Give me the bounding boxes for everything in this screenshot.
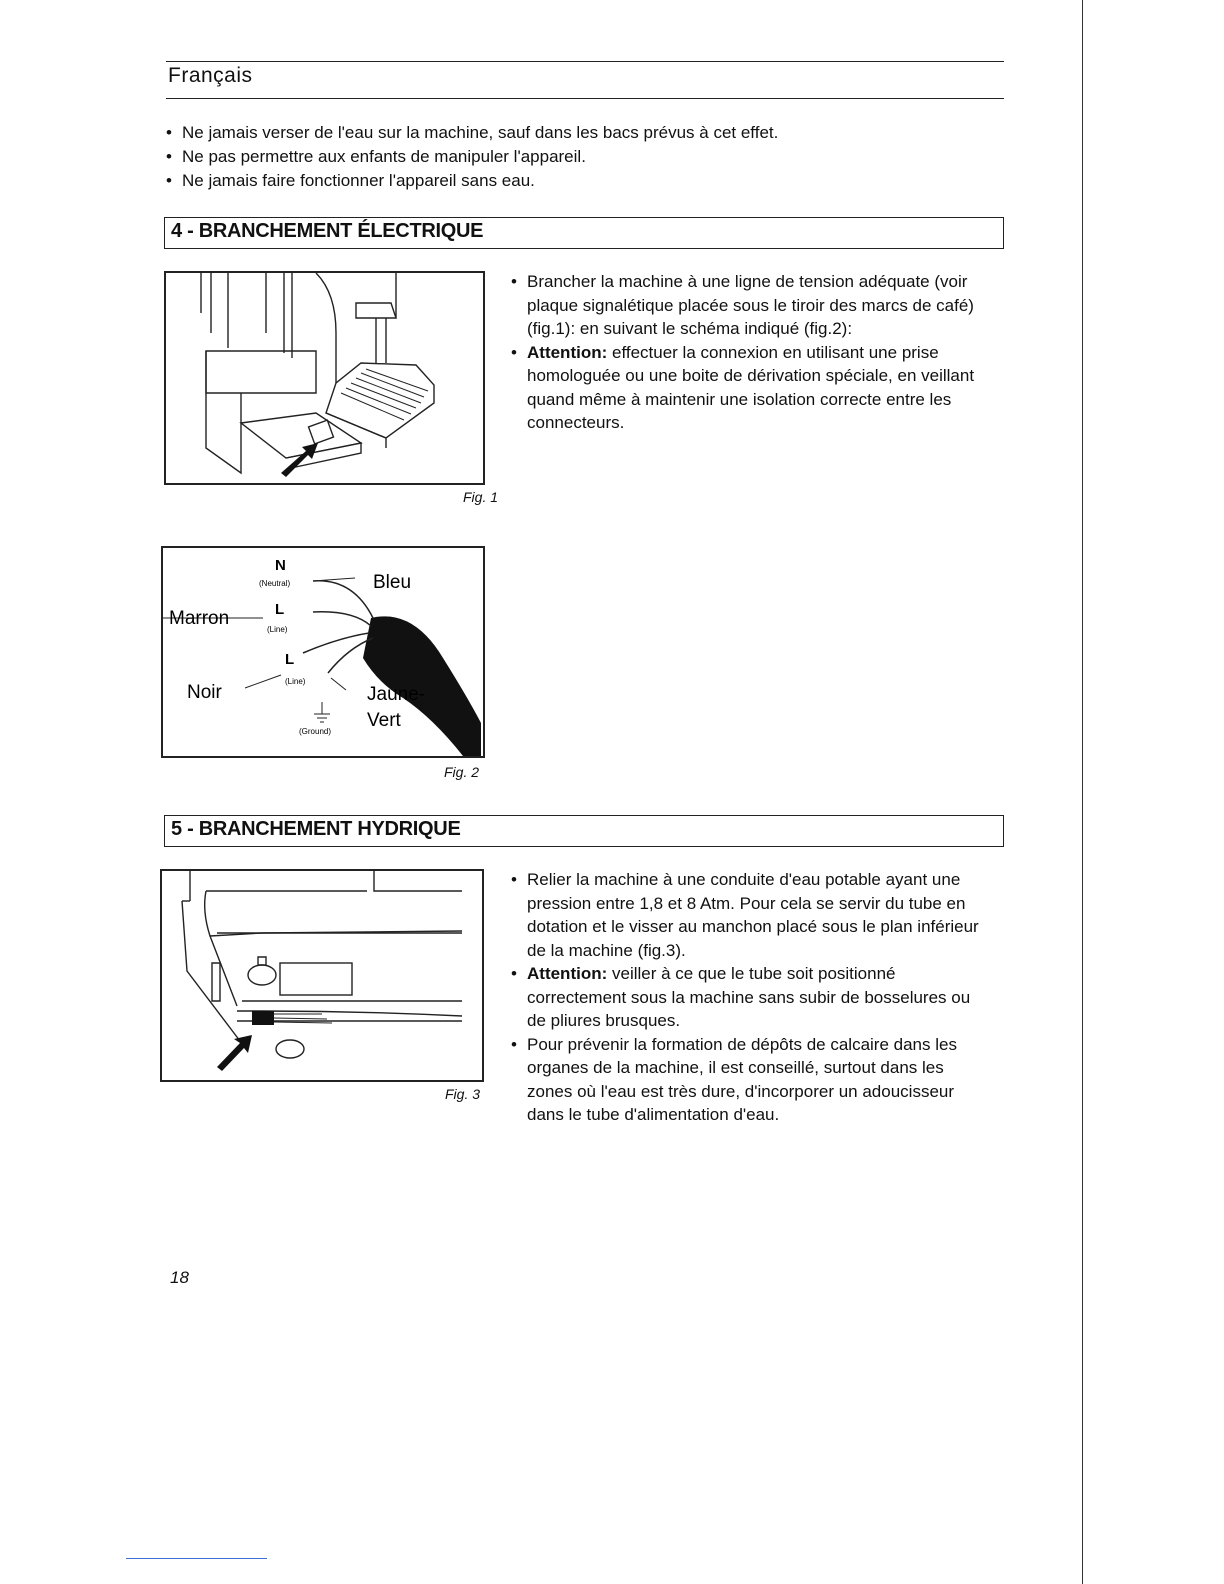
intro-bullet: • Ne jamais faire fonctionner l'appareil sans eau.: [166, 169, 996, 193]
section5-bullet: [511, 1033, 991, 1127]
fig2-l2-label: L: [285, 651, 295, 668]
fig2-vert-label: Vert: [367, 710, 401, 731]
bottom-left-mark: [126, 1558, 267, 1559]
page-number: 18: [170, 1268, 189, 1287]
fig2-marron-label: Marron: [169, 608, 230, 629]
fig2-noir-label: Noir: [187, 682, 222, 703]
bullet-text: Pour prévenir la formation de dépôts de calcaire dans les organes de la machine, il est conseillé, surtout dans les zones où l'eau est très dure, d'incorporer un adoucisseur dans le tube d'alimentation d'eau.: [527, 1034, 957, 1124]
section4-title: 4 - BRANCHEMENT ÉLECTRIQUE: [171, 220, 484, 242]
fig2-wiring-drawing: [163, 548, 483, 756]
section4-bullet-list: [511, 270, 986, 435]
intro-bullet-list: [166, 121, 996, 193]
bullet-text: veiller à ce que le tube soit positionné correctement sous la machine sans subir de bosselures ou de pliures brusques.: [527, 964, 971, 1030]
fig1-machine-drawing: [166, 273, 483, 483]
bullet-text: effectuer la connexion en utilisant une prise homologuée ou une boite de dérivation spéciale, en veillant quand même à maintenir une isolation correcte entre les connecteurs.: [527, 342, 975, 432]
fig3-illustration: [160, 869, 484, 1082]
fig2-neutral-label: (Neutral): [259, 579, 291, 588]
fig3-caption: Fig. 3: [445, 1086, 481, 1102]
section5-bullet: [511, 868, 991, 962]
fig2-caption: Fig. 2: [444, 764, 480, 780]
section5-bullet: [511, 962, 991, 1033]
language-label: Français: [168, 64, 253, 87]
section5-title: 5 - BRANCHEMENT HYDRIQUE: [171, 818, 461, 840]
fig3-machine-drawing: [162, 871, 482, 1080]
fig1-illustration: [164, 271, 485, 485]
bullet-strong: Attention:: [527, 964, 608, 983]
fig2-ground-label: (Ground): [299, 727, 332, 736]
bullet-text: Relier la machine à une conduite d'eau potable ayant une pression entre 1,8 et 8 Atm. Pour cela se servir du tube en dotation et le visser au manchon placé sous le plan inférieur de la machine (fig.3).: [527, 870, 979, 960]
bullet-strong: Attention:: [527, 342, 608, 362]
fig2-bleu-label: Bleu: [373, 572, 412, 593]
section4-bullet: [511, 270, 986, 341]
bullet-text: Brancher la machine à une ligne de tension adéquate (voir plaque signalétique placée sous le tiroir des marcs de café)(fig.1): en suivant le schéma indiqué (fig.2):: [527, 272, 974, 338]
section4-heading-box: [164, 217, 1004, 249]
fig1-caption: Fig. 1: [463, 489, 499, 505]
fig2-n-label: N: [275, 557, 286, 574]
page-edge-line: [1082, 0, 1083, 1584]
header-bottom-rule: [166, 98, 1004, 99]
fig2-jaune-label: Jaune-: [367, 684, 426, 705]
fig2-wiring-diagram: [161, 546, 485, 758]
fig2-line1-label: (Line): [267, 625, 288, 634]
section5-heading-box: [164, 815, 1004, 847]
section5-bullet-list: [511, 868, 991, 1127]
intro-bullet: • Ne jamais verser de l'eau sur la machine, sauf dans les bacs prévus à cet effet.: [166, 121, 996, 145]
intro-bullet: • Ne pas permettre aux enfants de manipuler l'appareil.: [166, 145, 996, 169]
fig2-l1-label: L: [275, 601, 285, 618]
section4-bullet: [511, 341, 986, 435]
header-top-rule: [166, 61, 1004, 62]
fig2-line2-label: (Line): [285, 677, 306, 686]
